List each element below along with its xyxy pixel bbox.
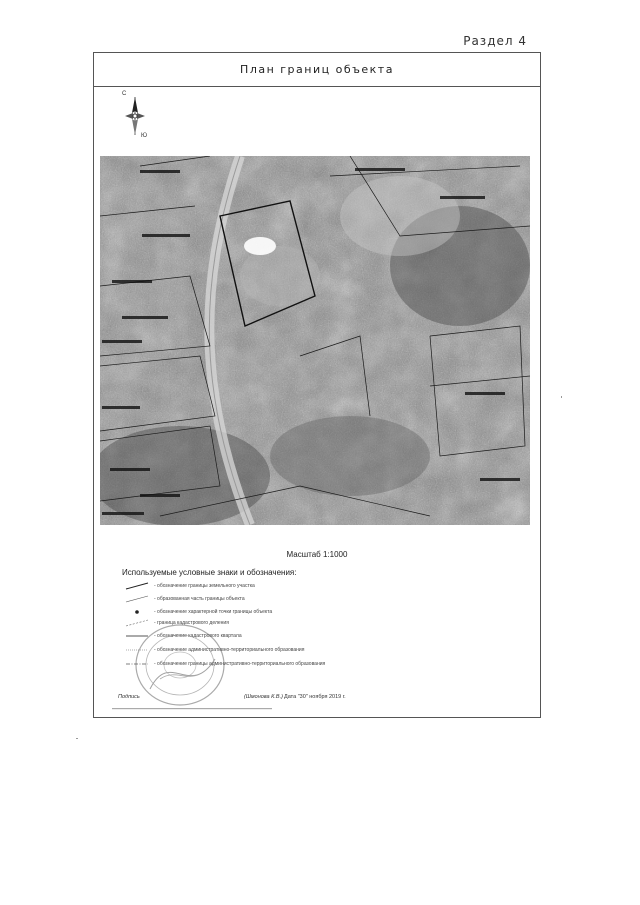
legend-item xyxy=(124,580,255,592)
map-scale: Масштаб 1:1000 xyxy=(286,550,348,559)
round-seal-stamp-icon xyxy=(130,619,230,709)
legend-item-label: - обозначение административно-территориального образования xyxy=(154,647,305,653)
point-marker-icon xyxy=(124,607,150,617)
compass-north-label: С xyxy=(122,91,127,97)
section-label: Раздел 4 xyxy=(463,34,527,48)
legend-item-label: - обозначение кадастрового квартала xyxy=(154,633,242,639)
scan-speck xyxy=(76,738,78,739)
document-sheet xyxy=(93,52,541,718)
compass-rose-icon xyxy=(122,91,148,141)
legend-item-label: - образованная часть границы объекта xyxy=(154,596,245,602)
signature-label: Подпись xyxy=(118,694,140,700)
legend-item xyxy=(124,593,245,605)
legend-item-label: - обозначение границы административно-территориального образования xyxy=(154,661,326,667)
page-title: План границ объекта xyxy=(240,63,394,76)
legend-item-label: - обозначение характерной точки границы объекта xyxy=(154,609,273,615)
title-row xyxy=(94,53,540,87)
signature-date: Дата "30" ноября 2019 г. xyxy=(284,694,346,700)
footnote-mark xyxy=(112,707,272,711)
signer-name: (Шмонова К.В.) xyxy=(244,694,283,700)
legend-item-label: - граница кадастрового деления xyxy=(154,620,229,626)
footnote-line xyxy=(112,707,272,712)
legend-heading: Используемые условные знаки и обозначения: xyxy=(122,568,297,577)
aerial-photo-map-icon xyxy=(100,156,530,525)
legend-item-label: - обозначение границы земельного участка xyxy=(154,583,255,589)
scan-speck xyxy=(561,396,562,398)
aerial-map xyxy=(100,156,530,525)
boundary-line-icon xyxy=(124,581,150,591)
compass-south-label: Ю xyxy=(141,133,148,139)
part-boundary-line-icon xyxy=(124,594,150,604)
